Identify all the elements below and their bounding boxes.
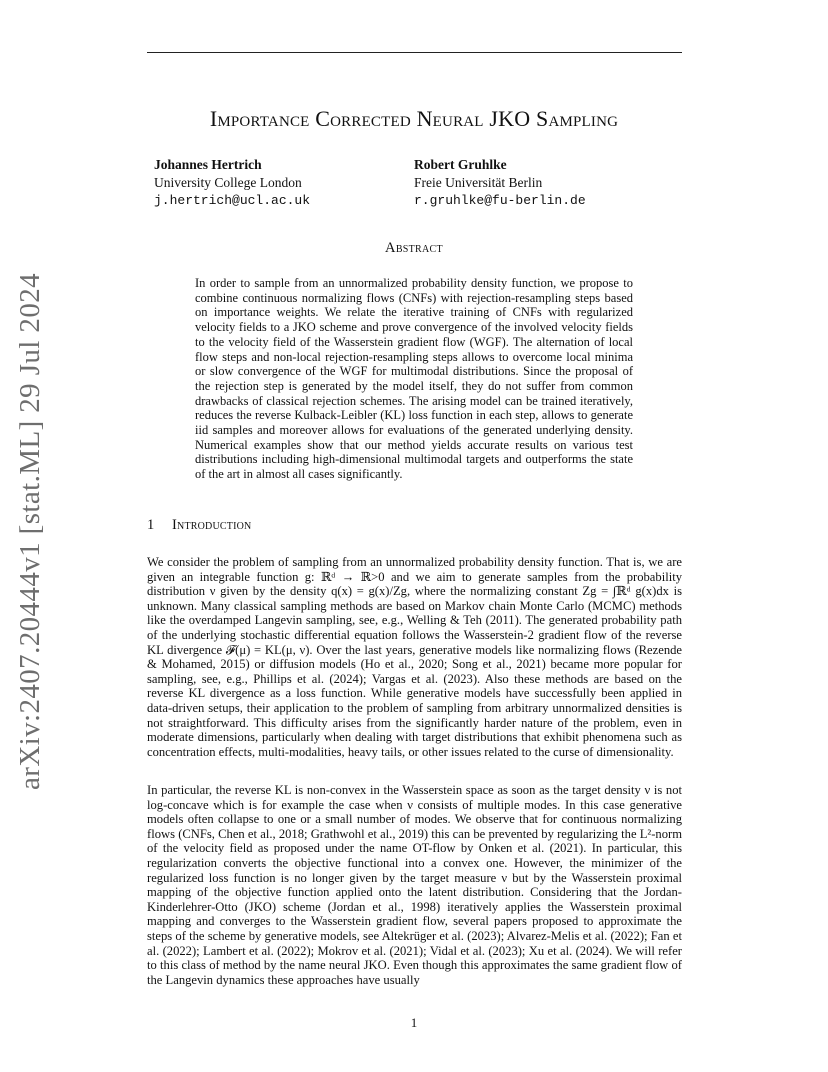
section-heading — [147, 517, 251, 534]
author-affiliation: Freie Universität Berlin — [414, 175, 543, 190]
author-name: Johannes Hertrich — [154, 157, 262, 172]
author-email: r.gruhlke@fu-berlin.de — [414, 193, 586, 208]
body-paragraph-2: In particular, the reverse KL is non-convex in the Wasserstein space as soon as the target density ν is not log-concave which is for example the case when ν consists of multiple modes. In this case generative models often collapse to one or a small number of modes. We observe that for continuous normalizing flows (CNFs, Chen et al., 2018; Grathwohl et al., 2019) this can be prevented by regularizing the L²-norm of the velocity field as proposed under the name OT-flow by Onken et al. (2021). In particular, this regularization converts the objective functional into a convex one. However, the minimizer of the regularized loss function is no longer given by the target measure ν but by the Wasserstein proximal mapping of the objective function applied onto the latent distribution. Considering that the Jordan-Kinderlehrer-Otto (JKO) scheme (Jordan et al., 1998) iteratively applies the Wasserstein proximal mapping and converges to the Wasserstein gradient flow, several papers proposed to approximate the steps of the scheme by generative models, see Altekrüger et al. (2023); Alvarez-Melis et al. (2022); Fan et al. (2022); Lambert et al. (2022); Mokrov et al. (2021); Vidal et al. (2023); Xu et al. (2024). We will refer to this class of method by the name neural JKO. Even though this approximates the same gradient flow of the Langevin dynamics these approaches have usually — [147, 783, 682, 987]
author-email: j.hertrich@ucl.ac.uk — [154, 193, 311, 208]
body-paragraph-1: We consider the problem of sampling from an unnormalized probability density function. That is, we are given an integrable function g: ℝᵈ → ℝ>0 and we aim to generate samples from the probability distribution ν given by the density q(x) = g(x)/Zg, where the normalizing constant Zg = ∫ℝᵈ g(x)dx is unknown. Many classical sampling methods are based on Markov chain Monte Carlo (MCMC) methods like the overdamped Langevin sampling, see, e.g., Welling & Teh (2011). The generated probability path of the underlying stochastic differential equation follows the Wasserstein-2 gradient flow of the reverse KL divergence 𝓕(μ) = KL(μ, ν). Over the last years, generative models like normalizing flows (Rezende & Mohamed, 2015) or diffusion models (Ho et al., 2020; Song et al., 2021) became more popular for sampling, see, e.g., Phillips et al. (2024); Vargas et al. (2023). Also these methods are based on the reverse KL divergence as a loss function. While generative models have successfully been applied in data-driven setups, their application to the problem of sampling from arbitrary unnormalized densities is not straightforward. This difficulty arises from the significantly harder nature of the problem, even in moderate dimensions, particularly when dealing with target distributions that exhibit phenomena such as concentration effects, multi-modalities, heavy tails, or other issues related to the curse of dimensionality. — [147, 555, 682, 759]
section-number: 1 — [147, 517, 155, 533]
section-title: Introduction — [172, 517, 252, 533]
author-block-2 — [414, 156, 586, 210]
author-block-1 — [154, 156, 310, 210]
paper-title: Importance Corrected Neural JKO Sampling — [209, 106, 619, 131]
abstract-heading: Abstract — [385, 240, 443, 256]
author-name: Robert Gruhlke — [414, 157, 507, 172]
top-rule — [147, 52, 682, 53]
abstract-text: In order to sample from an unnormalized probability density function, we propose to combine continuous normalizing flows (CNFs) with rejection-resampling steps based on importance weights. We relate the iterative training of CNFs with regularized velocity fields to a JKO scheme and prove convergence of the involved velocity fields to the velocity field of the Wasserstein gradient flow (WGF). The alternation of local flow steps and non-local rejection-resampling steps allows to overcome local minima or slow convergence of the WGF for multimodal distributions. Since the proposal of the rejection step is generated by the model itself, they do not suffer from common drawbacks of classical rejection schemes. The arising model can be trained iteratively, reduces the reverse Kulback-Leibler (KL) loss function in each step, allows to generate iid samples and moreover allows for evaluations of the generated underlying density. Numerical examples show that our method yields accurate results on various test distributions including high-dimensional multimodal targets and outperforms the state of the art in almost all cases significantly. — [195, 276, 633, 482]
arxiv-stamp-text: arXiv:2407.20444v1 [stat.ML] 29 Jul 2024 — [14, 272, 46, 790]
page-number: 1 — [410, 1015, 418, 1030]
arxiv-stamp — [14, 272, 54, 790]
author-affiliation: University College London — [154, 175, 302, 190]
